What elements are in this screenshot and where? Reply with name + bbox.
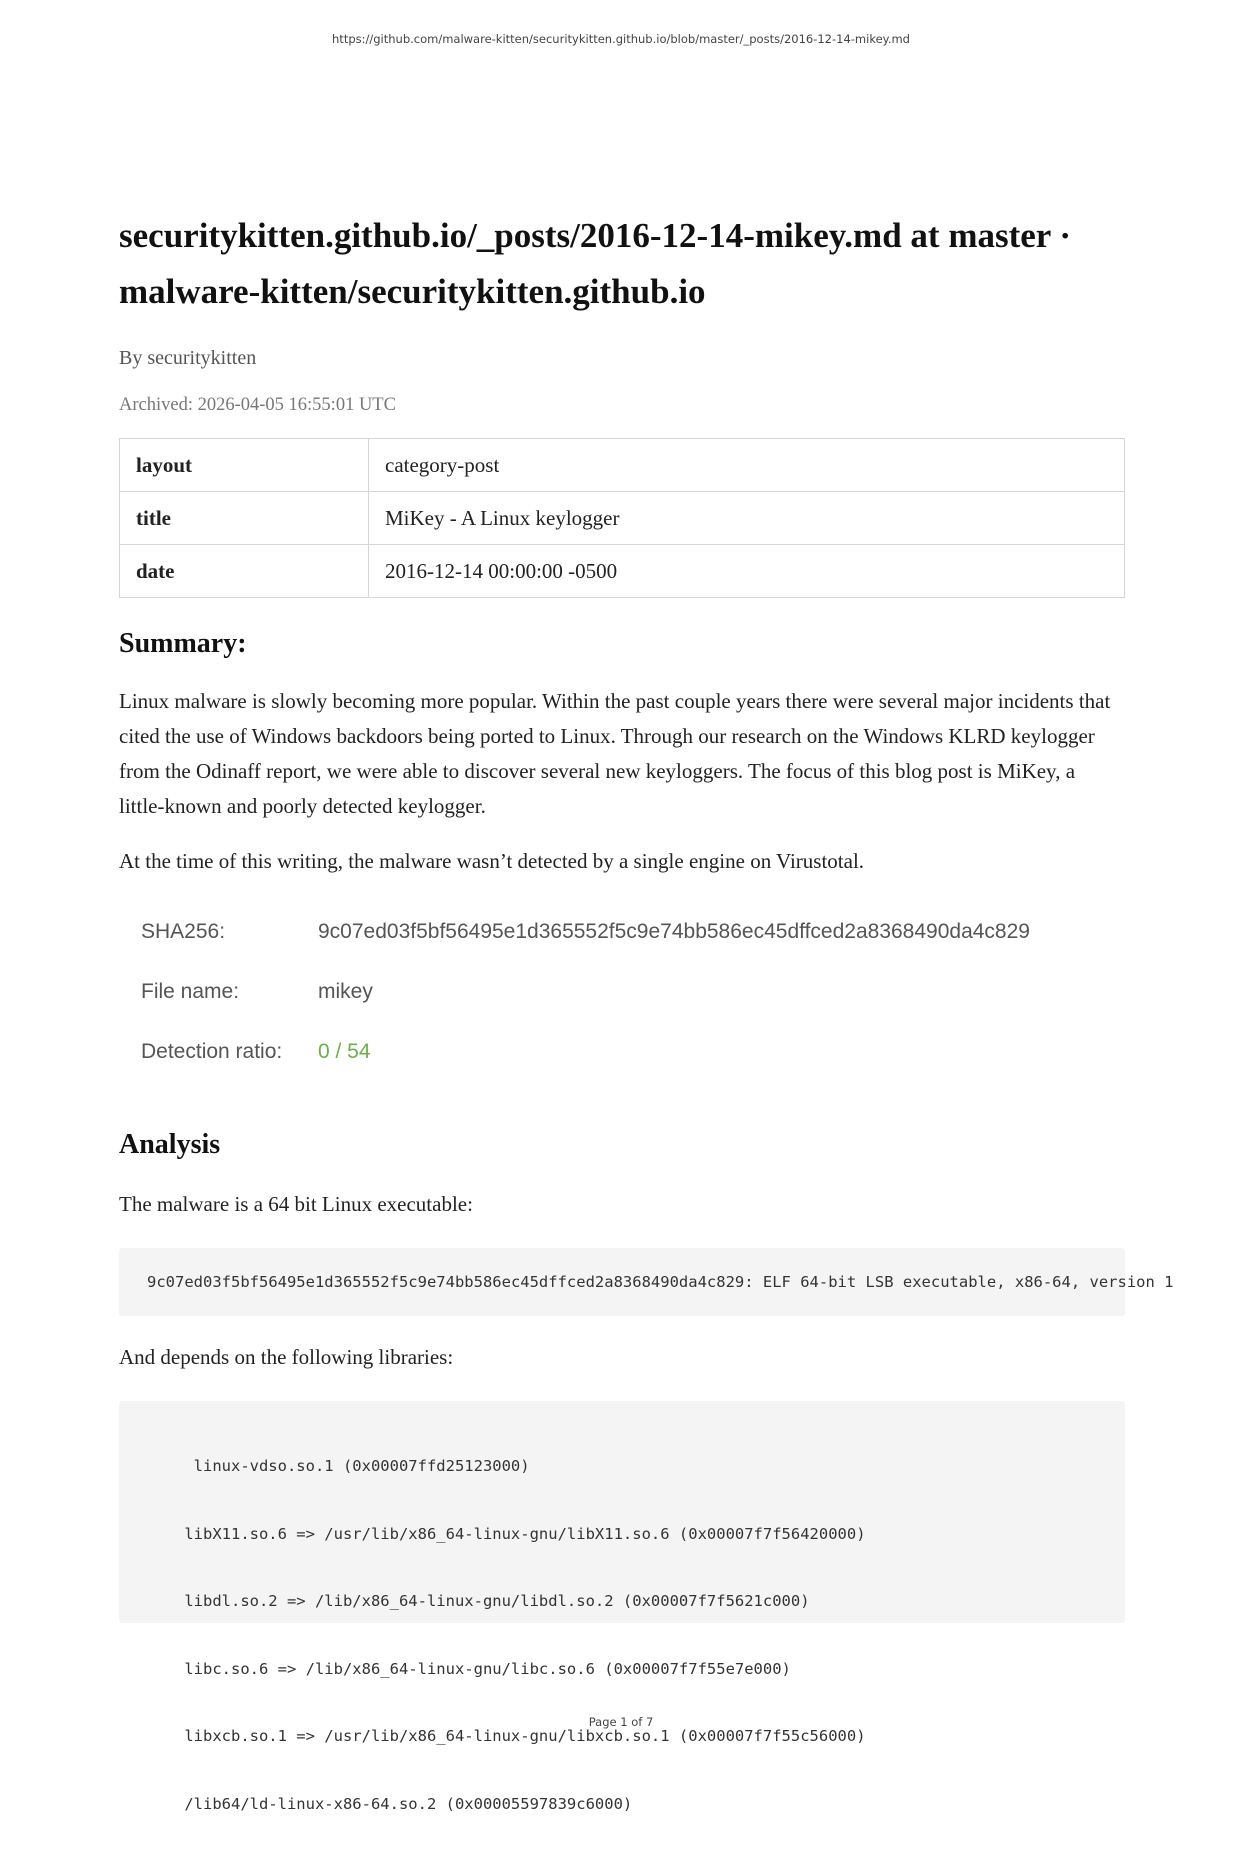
vt-label: SHA256: — [141, 920, 226, 943]
code-line: libX11.so.6 => /usr/lib/x86_64-linux-gnu/libX11.so.6 (0x00007f7f56420000) — [119, 1524, 866, 1543]
vt-value: mikey — [318, 980, 373, 1003]
table-row — [120, 545, 1125, 598]
page-url-header: https://github.com/malware-kitten/securitykitten.github.io/blob/master/_posts/2016-12-14-mikey.md — [332, 32, 910, 46]
code-line: libc.so.6 => /lib/x86_64-linux-gnu/libc.so.6 (0x00007f7f55e7e000) — [119, 1659, 791, 1678]
vt-label: Detection ratio: — [141, 1040, 283, 1063]
author-byline: By securitykitten — [119, 347, 257, 369]
archived-timestamp: Archived: 2026-04-05 16:55:01 UTC — [119, 395, 396, 415]
vt-detection-ratio-value: 0 / 54 — [318, 1040, 371, 1063]
table-value-cell: 2016-12-14 00:00:00 -0500 — [369, 545, 1125, 598]
code-line: /lib64/ld-linux-x86-64.so.2 (0x00005597839c6000) — [119, 1794, 633, 1813]
libraries-paragraph: And depends on the following libraries: — [119, 1345, 454, 1369]
page-number: Page 1 of 7 — [588, 1715, 654, 1729]
summary-paragraph: Linux malware is slowly becoming more popular. Within the past couple years there were several major incidents that cited the use of Windows backdoors being ported to Linux. Through our research on the Windows KLRD keylogger from the Odinaff report, we were able to discover several new keyloggers. The focus of this blog post is MiKey, a little-known and poorly detected keylogger. — [119, 689, 1111, 818]
vt-row-filename — [141, 977, 1081, 1007]
table-value-cell: MiKey - A Linux keylogger — [369, 492, 1125, 545]
front-matter-table — [119, 438, 1125, 598]
page-title: securitykitten.github.io/_posts/2016-12-14-mikey.md at master · malware-kitten/securitykitten.github.io — [119, 216, 1072, 311]
code-line: linux-vdso.so.1 (0x00007ffd25123000) — [119, 1457, 530, 1475]
table-key-cell: title — [120, 492, 369, 545]
virustotal-screenshot — [119, 903, 1079, 1079]
file-output-code-block: 9c07ed03f5bf56495e1d365552f5c9e74bb586ec45dffced2a8368490da4c829: ELF 64-bit LSB executable, x86-64, version 1 — [119, 1248, 1125, 1316]
vt-row-sha256 — [141, 917, 1081, 947]
table-value-cell: category-post — [369, 439, 1125, 492]
vt-label: File name: — [141, 980, 240, 1003]
vt-value: 9c07ed03f5bf56495e1d365552f5c9e74bb586ec45dffced2a8368490da4c829 — [318, 920, 1030, 943]
code-line: libdl.so.2 => /lib/x86_64-linux-gnu/libdl.so.2 (0x00007f7f5621c000) — [119, 1592, 810, 1610]
code-line: libxcb.so.1 => /usr/lib/x86_64-linux-gnu/libxcb.so.1 (0x00007f7f55c56000) — [119, 1727, 866, 1745]
analysis-heading: Analysis — [119, 1129, 221, 1160]
summary-heading: Summary: — [119, 628, 247, 659]
vt-row-detection-ratio — [141, 1037, 1081, 1067]
table-key-cell: date — [120, 545, 369, 598]
table-row — [120, 492, 1125, 545]
table-key-cell: layout — [120, 439, 369, 492]
table-row — [120, 439, 1125, 492]
analysis-paragraph: The malware is a 64 bit Linux executable: — [119, 1192, 473, 1216]
detection-paragraph: At the time of this writing, the malware wasn’t detected by a single engine on Virustotal. — [119, 849, 865, 873]
